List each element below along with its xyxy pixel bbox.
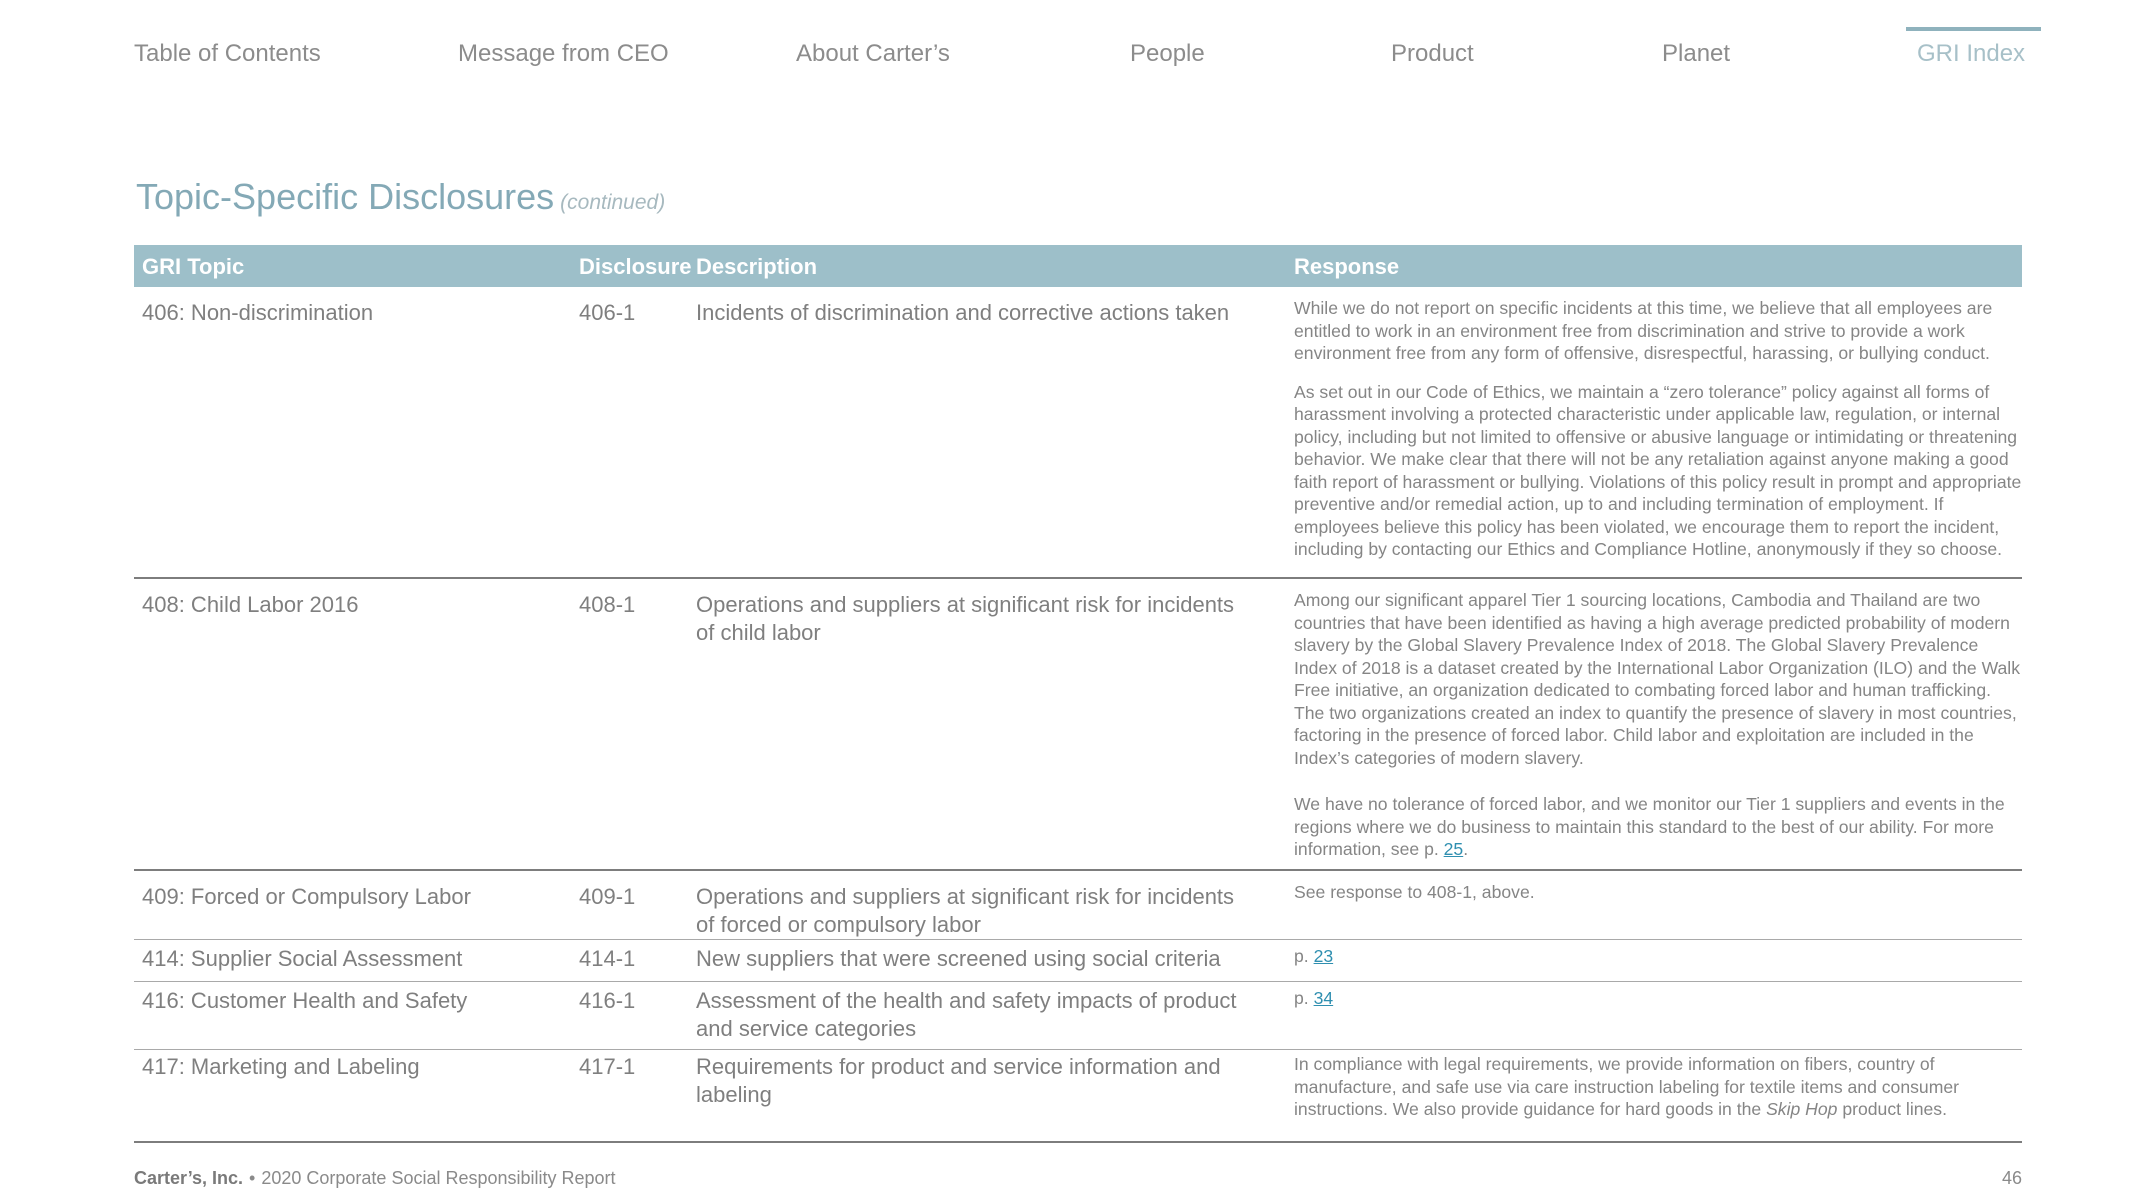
table-row — [134, 982, 2022, 1050]
row-response: See response to 408-1, above. — [1294, 882, 1535, 902]
nav-people[interactable]: People — [1130, 40, 1205, 67]
response-paragraph: As set out in our Code of Ethics, we maintain a “zero tolerance” policy against all forms of harassment involving a protected characteristic under applicable law, regulation, or internal policy, including but not limited to offensive or abusive language or intimidating or threatening behavior. We make clear that there will not be any retaliation against anyone making a good faith report of harassment or bullying. Violations of this policy result in prompt and appropriate preventive and/or remedial action, up to and including termination of employment. If employees believe this policy has been violated, we encourage them to report the incident, including by contacting our Ethics and Compliance Hotline, anonymously if they so choose. — [1294, 381, 2022, 559]
response-paragraph: Among our significant apparel Tier 1 sourcing locations, Cambodia and Thailand are two countries that have been identified as having a high average predicted probability of modern slavery by the Global Slavery Prevalence Index of 2018. The Global Slavery Prevalence Index of 2018 is a dataset created by the International Labor Organization (ILO) and the Walk Free initiative, an organization dedicated to combating forced labor and human trafficking. The two organizations created an index to quantify the presence of slavery in most countries, factoring in the presence of forced labor. Child labor and exploitation are included in the Index’s categories of modern slavery. — [1294, 590, 2021, 768]
row-response: In compliance with legal requirements, we provide information on fibers, country of manufacture, and safe use via care instruction labeling for textile items and consumer instructions. We also provide guidance for hard goods in the Skip Hop product lines. — [1294, 1054, 1959, 1119]
row-topic: 417: Marketing and Labeling — [142, 1054, 420, 1079]
row-description: New suppliers that were screened using social criteria — [696, 946, 1221, 971]
row-disclosure: 416-1 — [579, 988, 636, 1013]
response-paragraph: While we do not report on specific incidents at this time, we believe that all employees are entitled to work in an environment free from discrimination and strive to provide a work environment free from any form of offensive, disrespectful, harassing, or bullying conduct. — [1294, 298, 1993, 363]
row-description: Requirements for product and service information and labeling — [696, 1054, 1221, 1107]
row-description: Operations and suppliers at significant risk for incidents of child labor — [696, 592, 1235, 645]
section-heading — [136, 176, 665, 218]
table-row — [134, 287, 2022, 579]
footer-company: Carter’s, Inc. — [134, 1168, 244, 1188]
row-description: Incidents of discrimination and corrective actions taken — [696, 300, 1230, 325]
row-disclosure: 417-1 — [579, 1054, 636, 1079]
row-response: p. 34 — [1294, 988, 1334, 1008]
row-response — [1294, 589, 2024, 861]
row-topic: 408: Child Labor 2016 — [142, 592, 359, 617]
nav-product[interactable]: Product — [1391, 40, 1474, 67]
row-description: Assessment of the health and safety impacts of product and service categories — [696, 988, 1237, 1041]
response-paragraph: We have no tolerance of forced labor, and we monitor our Tier 1 suppliers and events in the regions where we do business to maintain this standard to the best of our ability. For more information, see p. 25. — [1294, 794, 2005, 859]
table-row — [134, 579, 2022, 871]
active-tab-indicator — [1906, 27, 2041, 31]
nav-planet[interactable]: Planet — [1662, 40, 1731, 67]
page-subtitle: (continued) — [560, 191, 666, 214]
row-disclosure: 406-1 — [579, 300, 636, 325]
row-topic: 409: Forced or Compulsory Labor — [142, 884, 471, 909]
footer-separator: • — [249, 1168, 256, 1188]
row-topic: 406: Non-discrimination — [142, 300, 374, 325]
header-description: Description — [696, 254, 818, 279]
footer-report-title: 2020 Corporate Social Responsibility Report — [261, 1168, 616, 1188]
nav-message-from-ceo[interactable]: Message from CEO — [458, 40, 669, 67]
row-topic: 414: Supplier Social Assessment — [142, 946, 463, 971]
row-topic: 416: Customer Health and Safety — [142, 988, 468, 1013]
page-title: Topic-Specific Disclosures — [136, 176, 555, 217]
table-header — [134, 245, 2022, 287]
page-link[interactable]: 34 — [1313, 988, 1334, 1008]
gri-disclosure-table — [134, 245, 2022, 1143]
row-disclosure: 414-1 — [579, 946, 636, 971]
table-row — [134, 940, 2022, 982]
row-description: Operations and suppliers at significant risk for incidents of forced or compulsory labor — [696, 884, 1235, 937]
nav-table-of-contents[interactable]: Table of Contents — [134, 40, 321, 67]
row-disclosure: 408-1 — [579, 592, 636, 617]
row-response: p. 23 — [1294, 946, 1334, 966]
nav-gri-index[interactable]: GRI Index — [1917, 40, 2026, 67]
page-link[interactable]: 23 — [1313, 946, 1334, 966]
table-row — [134, 1050, 2022, 1143]
row-disclosure: 409-1 — [579, 884, 636, 909]
page-number: 46 — [2001, 1168, 2022, 1188]
table-row — [134, 871, 2022, 940]
nav-about-carters[interactable]: About Carter’s — [796, 40, 950, 67]
top-navigation — [0, 0, 2133, 80]
page-link[interactable]: 25 — [1443, 839, 1464, 859]
row-response — [1294, 297, 2024, 561]
header-gri-topic: GRI Topic — [142, 254, 245, 279]
header-disclosure: Disclosure — [579, 254, 692, 279]
header-response: Response — [1294, 254, 1400, 279]
page-footer — [134, 1168, 2022, 1189]
